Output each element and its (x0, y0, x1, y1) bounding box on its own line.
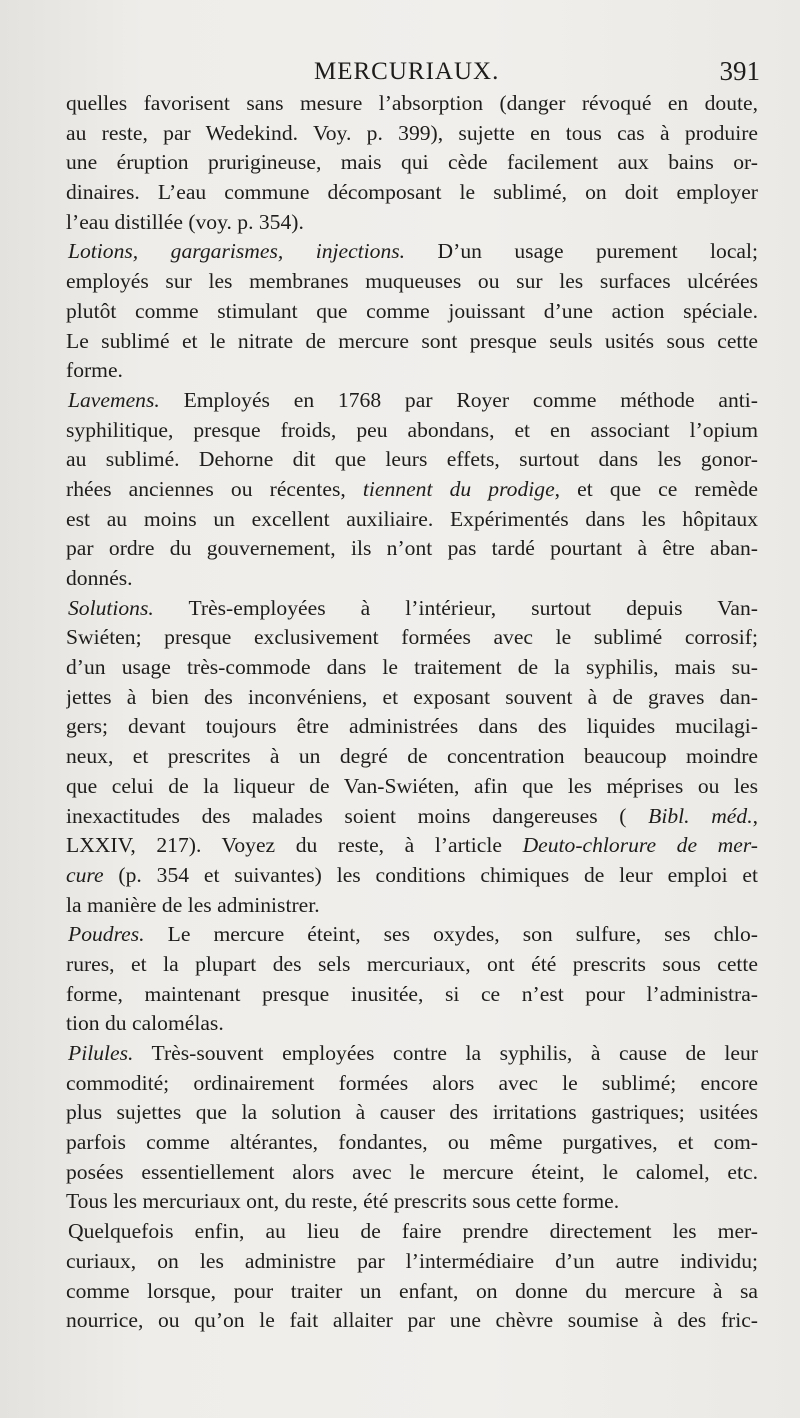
line-text: parfois comme altérantes, fondantes, ou même purgatives, et com- (66, 1130, 758, 1155)
text-line (66, 1247, 758, 1277)
text-line (66, 980, 758, 1010)
line-text-tail: , (752, 803, 758, 828)
text-line (66, 653, 758, 683)
line-text: employés sur les membranes muqueuses ou sur les surfaces ulcérées (66, 269, 758, 294)
line-text: gers; devant toujours être administrées dans des liquides mucilagi- (66, 714, 758, 739)
line-text: au sublimé. Dehorne dit que leurs effets, surtout dans les gonor- (66, 447, 758, 472)
line-text: est au moins un excellent auxiliaire. Expérimentés dans les hôpitaux (66, 506, 758, 531)
text-line (66, 386, 758, 416)
italic-fragment: Bibl. méd. (648, 803, 753, 828)
italic-fragment: Deuto-chlorure de mer- (522, 833, 758, 858)
line-text: D’un usage purement local; (405, 239, 758, 264)
line-text: Employés en 1768 par Royer comme méthode anti- (159, 387, 758, 412)
text-line (66, 861, 758, 891)
text-line (66, 267, 758, 297)
text-line (66, 178, 758, 208)
line-text: tion du calomélas. (66, 1011, 224, 1036)
line-text: d’un usage très-commode dans le traitement de la syphilis, mais su- (66, 655, 758, 680)
line-text: Le sublimé et le nitrate de mercure sont presque seuls usités sous cette (66, 328, 758, 353)
text-line (66, 802, 758, 832)
italic-fragment: tiennent du prodige (362, 476, 555, 501)
text-line (66, 148, 758, 178)
line-text: (p. 354 et suivantes) les conditions chimiques de leur emploi et (103, 862, 758, 887)
text-line (66, 1187, 758, 1217)
line-text: la manière de les administrer. (66, 892, 320, 917)
line-text-tail: , et que ce remède (554, 476, 758, 501)
line-text: Très-souvent employées contre la syphilis, à cause de leur (133, 1041, 758, 1065)
paragraph-lead-italic: Poudres. (68, 922, 145, 947)
line-text: comme lorsque, pour traiter un enfant, on donne du mercure à sa (66, 1278, 758, 1303)
text-line (66, 1158, 758, 1188)
line-text: donnés. (66, 566, 133, 590)
line-text: plutôt comme stimulant que comme jouissant d’une action spéciale. (66, 298, 758, 323)
paragraph-lead-italic: Solutions. (68, 595, 154, 620)
italic-fragment: cure (66, 862, 104, 887)
line-text: forme. (66, 358, 123, 383)
text-line (66, 89, 758, 119)
text-line (66, 119, 758, 149)
text-line (66, 594, 758, 624)
line-text: que celui de la liqueur de Van-Swiéten, afin que les méprises ou les (66, 773, 758, 798)
text-line (66, 1277, 758, 1307)
paragraph-lead-italic: Lavemens. (68, 387, 160, 412)
text-line (66, 534, 758, 564)
line-text: syphilitique, presque froids, peu abondans, et en associant l’opium (66, 417, 758, 442)
text-line (66, 623, 758, 653)
text-line (66, 1128, 758, 1158)
text-line (66, 891, 758, 921)
text-line (66, 1009, 758, 1039)
text-line (66, 1098, 758, 1128)
text-line (66, 1306, 758, 1336)
line-text: rhées anciennes ou récentes, (66, 476, 346, 501)
line-text: rures, et la plupart des sels mercuriaux, ont été prescrits sous cette (66, 951, 758, 976)
text-line (66, 1039, 758, 1069)
line-text: dinaires. L’eau commune décomposant le sublimé, on doit employer (66, 180, 758, 205)
body-text (66, 89, 758, 1336)
paragraph-lead-italic: Pilules. (68, 1041, 134, 1065)
page-header (64, 52, 764, 92)
line-text: une éruption prurigineuse, mais qui cède facilement aux bains or- (66, 150, 758, 175)
line-text: Le mercure éteint, ses oxydes, son sulfure, ses chlo- (144, 922, 758, 947)
running-head: MERCURIAUX. (314, 58, 500, 85)
line-text: Très-employées à l’intérieur, surtout depuis Van- (153, 595, 758, 620)
line-text: Swiéten; presque exclusivement formées avec le sublimé corrosif; (66, 625, 758, 650)
text-line (66, 564, 758, 594)
text-line (66, 1217, 758, 1247)
line-text: quelles favorisent sans mesure l’absorption (danger révoqué en doute, (66, 91, 758, 115)
text-line (66, 742, 758, 772)
line-text: plus sujettes que la solution à causer des irritations gastriques; usitées (66, 1100, 758, 1125)
text-line (66, 237, 758, 267)
paragraph-lead-italic: Lotions, gargarismes, injections. (68, 239, 406, 264)
line-text: forme, maintenant presque inusitée, si ce n’est pour l’administra- (66, 981, 758, 1006)
text-line (66, 297, 758, 327)
line-text: nourrice, ou qu’on le fait allaiter par une chèvre soumise à des fric- (66, 1308, 758, 1333)
text-line (66, 445, 758, 475)
line-text: par ordre du gouvernement, ils n’ont pas tardé pourtant à être aban- (66, 536, 758, 561)
text-line (66, 920, 758, 950)
line-text: Quelquefois enfin, au lieu de faire prendre directement les mer- (68, 1219, 758, 1244)
line-text: curiaux, on les administre par l’intermédiaire d’un autre individu; (66, 1248, 758, 1273)
text-line (66, 475, 758, 505)
line-text: jettes à bien des inconvéniens, et exposant souvent à de graves dan- (66, 684, 758, 709)
line-text: au reste, par Wedekind. Voy. p. 399), sujette en tous cas à produire (66, 120, 758, 145)
text-line (66, 327, 758, 357)
page-number: 391 (719, 56, 760, 86)
text-line (66, 208, 758, 238)
line-text: l’eau distillée (voy. p. 354). (66, 209, 304, 234)
text-line (66, 831, 758, 861)
line-text: inexactitudes des malades soient moins dangereuses ( (66, 803, 627, 828)
text-line (66, 356, 758, 386)
text-line (66, 505, 758, 535)
text-line (66, 416, 758, 446)
line-text: Tous les mercuriaux ont, du reste, été prescrits sous cette forme. (66, 1189, 620, 1214)
text-line (66, 772, 758, 802)
text-line (66, 683, 758, 713)
text-line (66, 712, 758, 742)
text-line (66, 1069, 758, 1099)
line-text: commodité; ordinairement formées alors avec le sublimé; encore (66, 1070, 758, 1095)
line-text: LXXIV, 217). Voyez du reste, à l’article (66, 833, 502, 858)
line-text: posées essentiellement alors avec le mercure éteint, le calomel, etc. (66, 1159, 758, 1184)
line-text: neux, et prescrites à un degré de concentration beaucoup moindre (66, 744, 758, 769)
text-line (66, 950, 758, 980)
